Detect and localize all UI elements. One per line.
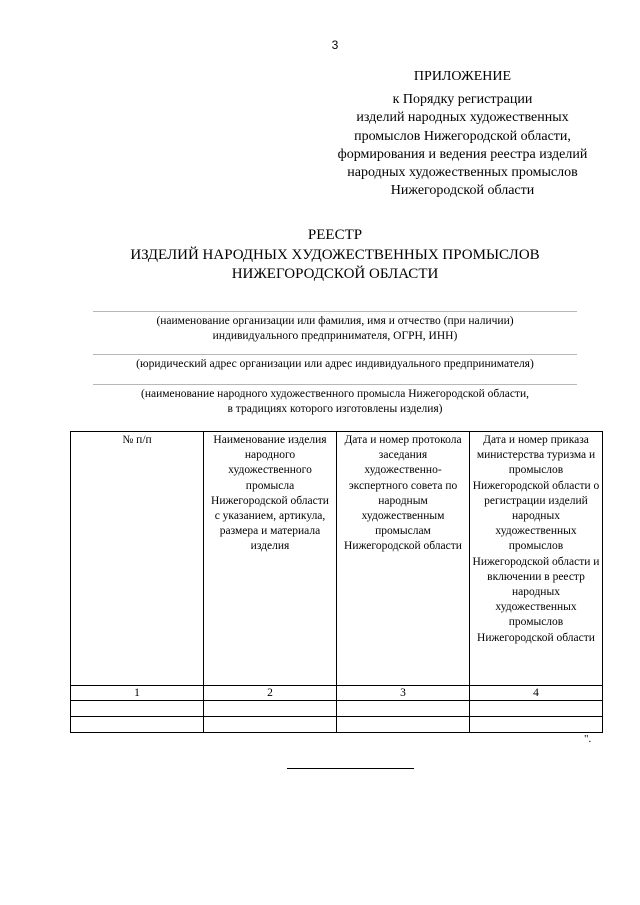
column-number: 4 [470,686,603,701]
organization-name-field [93,311,577,343]
field-caption: индивидуального предпринимателя, ОГРН, ИНН) [212,329,458,342]
appendix-line: формирования и ведения реестра изделий [337,146,588,162]
separator-line [287,768,414,769]
field-caption: (юридический адрес организации или адрес индивидуального предпринимателя) [136,358,534,370]
page-number: 3 [331,38,339,52]
registry-title [0,226,640,285]
table-header-row [71,432,603,686]
table-row [71,701,603,717]
registry-title-line: ИЗДЕЛИЙ НАРОДНЫХ ХУДОЖЕСТВЕННЫХ ПРОМЫСЛОВ [130,246,540,263]
header-cell-protocol: Дата и номер протокола заседания художественно-экспертного совета по народным художественным промыслам Нижегородской области [337,432,470,686]
table-row [71,717,603,733]
appendix-block [300,68,625,200]
appendix-title: ПРИЛОЖЕНИЕ [413,69,512,84]
registry-title-line: РЕЕСТР [307,227,363,243]
empty-cell [470,701,603,717]
closing-quote-mark: ". [584,733,592,745]
column-numbers-row [71,686,603,701]
craft-name-field [93,384,577,416]
header-cell-number: № п/п [71,432,204,686]
appendix-line: промыслов Нижегородской области, [354,128,571,144]
column-number: 3 [337,686,470,701]
header-cell-item-name: Наименование изделия народного художественного промысла Нижегородской области с указанием, артикула, размера и материала изделия [204,432,337,686]
empty-cell [71,701,204,717]
field-caption: (наименование народного художественного промысла Нижегородской области, [140,388,529,400]
empty-cell [337,701,470,717]
registry-table [70,431,603,733]
column-number: 1 [71,686,204,701]
empty-cell [337,717,470,733]
empty-cell [71,717,204,733]
appendix-line: к Порядку регистрации [392,92,533,108]
empty-cell [204,701,337,717]
empty-cell [470,717,603,733]
field-caption: (наименование организации или фамилия, имя и отчество (при наличии) [156,315,514,327]
field-caption: в традициях которого изготовлены изделия) [227,402,443,415]
registry-title-line: НИЖЕГОРОДСКОЙ ОБЛАСТИ [231,266,439,282]
legal-address-field [93,354,577,372]
appendix-line: народных художественных промыслов [347,165,578,181]
column-number: 2 [204,686,337,701]
appendix-line: Нижегородской области [390,183,535,199]
header-cell-order: Дата и номер приказа министерства туризма и промыслов Нижегородской области о регистрации изделий народных художественных промыслов Нижегородской области и включении в реестр народных художественных промыслов Нижегородской области [470,432,603,686]
appendix-line: изделий народных художественных [356,110,569,126]
empty-cell [204,717,337,733]
